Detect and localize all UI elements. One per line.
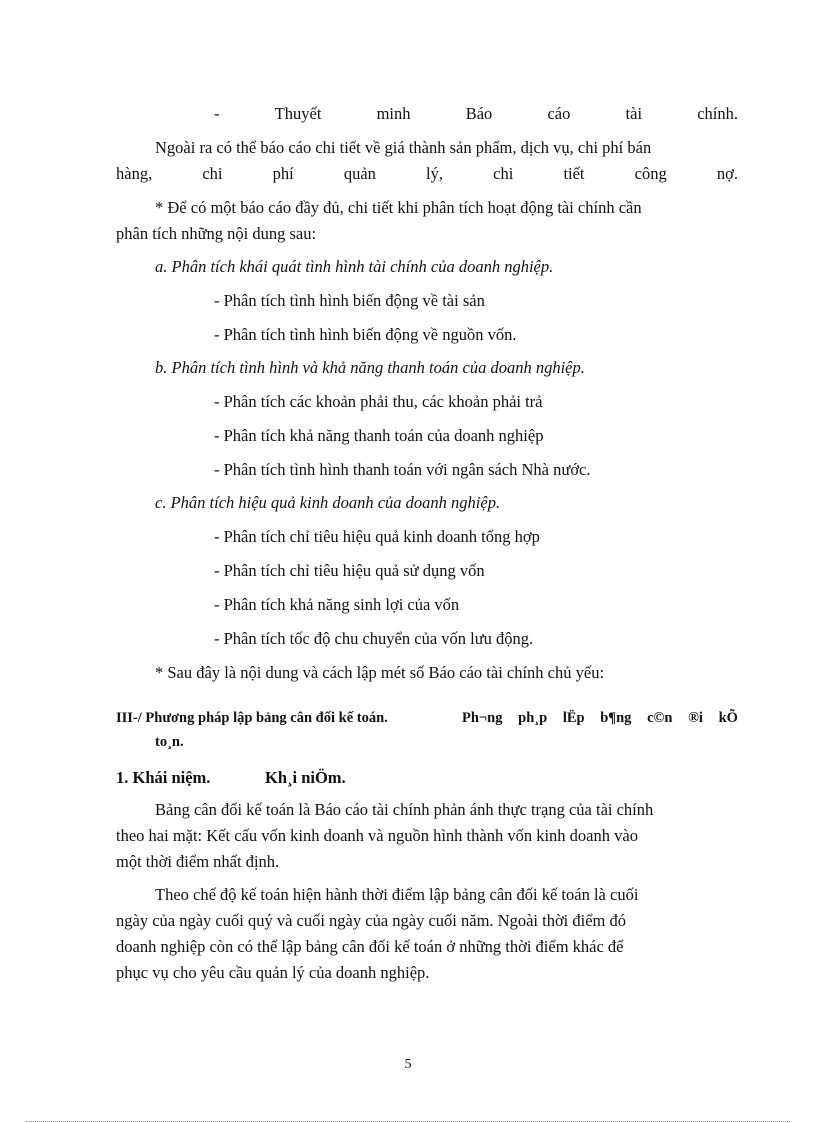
paragraph-detail-line-2 xyxy=(116,163,738,185)
section-b-item: - Phân tích các khoản phải thu, các khoản phải trả xyxy=(214,392,543,411)
report-list-item-explanatory-notes xyxy=(214,103,738,125)
heading-definition-garbled: Kh¸i niÖm. xyxy=(265,768,346,787)
section-c-item: - Phân tích khả năng sinh lợi của vốn xyxy=(214,595,460,614)
section-c-title: c. Phân tích hiệu quả kinh doanh của doanh nghiệp. xyxy=(155,493,501,512)
word: Thuyết xyxy=(274,104,322,123)
word: Báo xyxy=(465,104,493,123)
word: phí xyxy=(272,164,294,183)
page-bottom-divider xyxy=(26,1121,790,1122)
paragraph-regime-line-3: doanh nghiệp còn có thể lập bảng cân đối kế toán ở những thời điểm khác để xyxy=(116,937,624,956)
word: tài xyxy=(625,104,643,123)
word: nợ. xyxy=(716,164,738,183)
word: chi xyxy=(202,164,223,183)
paragraph-definition-line-3: một thời điểm nhất định. xyxy=(116,852,280,871)
paragraph-analysis-line-1: * Để có một báo cáo đầy đủ, chi tiết khi phân tích hoạt động tài chính cần xyxy=(155,198,642,217)
word: cáo xyxy=(547,104,571,123)
word: minh xyxy=(376,104,411,123)
paragraph-analysis-line-2: phân tích những nội dung sau: xyxy=(116,224,317,243)
section-a-item: - Phân tích tình hình biến động về tài sản xyxy=(214,291,485,310)
word: ®i xyxy=(688,710,703,726)
heading-definition-text: 1. Khái niệm. xyxy=(116,768,211,787)
paragraph-definition-line-2: theo hai mặt: Kết cấu vốn kinh doanh và nguồn hình thành vốn kinh doanh vào xyxy=(116,826,638,845)
word: tiết xyxy=(563,164,585,183)
paragraph-regime-line-4: phục vụ cho yêu cầu quản lý của doanh nghiệp. xyxy=(116,963,430,982)
page-number: 5 xyxy=(404,1057,412,1072)
paragraph-regime-line-2: ngày của ngày cuối quý và cuối ngày của ngày cuối năm. Ngoài thời điểm đó xyxy=(116,911,627,930)
section-c-item: - Phân tích tốc độ chu chuyển của vốn lưu động. xyxy=(214,629,534,648)
word: hàng, xyxy=(116,164,153,183)
section-a-title: a. Phân tích khái quát tình hình tài chính của doanh nghiệp. xyxy=(155,257,554,276)
section-b-title: b. Phân tích tình hình và khả năng thanh toán của doanh nghiệp. xyxy=(155,358,585,377)
section-c-item: - Phân tích chỉ tiêu hiệu quả kinh doanh tổng hợp xyxy=(214,527,540,546)
section-b-item: - Phân tích tình hình thanh toán với ngân sách Nhà nước. xyxy=(214,460,591,479)
word: Ph¬ng xyxy=(462,710,503,726)
word: quản xyxy=(343,164,376,183)
heading-section-3-garbled-line-2: to¸n. xyxy=(155,734,184,750)
word: công xyxy=(634,164,667,183)
heading-section-3-garbled xyxy=(462,707,738,729)
word: chi xyxy=(493,164,514,183)
word: chính. xyxy=(697,104,738,123)
list-dash: - xyxy=(214,104,220,123)
paragraph-intro: * Sau đây là nội dung và cách lập mét số Báo cáo tài chính chủ yếu: xyxy=(155,663,605,682)
section-a-item: - Phân tích tình hình biến động về nguồn vốn. xyxy=(214,325,517,344)
section-c-item: - Phân tích chỉ tiêu hiệu quả sử dụng vốn xyxy=(214,561,485,580)
word: b¶ng xyxy=(600,710,632,726)
paragraph-definition-line-1: Bảng cân đối kế toán là Báo cáo tài chính phản ánh thực trạng của tài chính xyxy=(155,800,654,819)
paragraph-detail-line-1: Ngoài ra có thể báo cáo chi tiết về giá thành sản phẩm, dịch vụ, chi phí bán xyxy=(155,138,652,157)
word: lËp xyxy=(562,710,585,726)
word: c©n xyxy=(647,710,673,726)
heading-section-3-text: III-/ Phương pháp lập bảng cân đối kế toán. xyxy=(116,710,388,726)
section-b-item: - Phân tích khả năng thanh toán của doanh nghiệp xyxy=(214,426,544,445)
word: lý, xyxy=(426,164,444,183)
word: ph¸p xyxy=(518,710,548,726)
word: kÕ xyxy=(718,710,738,726)
paragraph-regime-line-1: Theo chế độ kế toán hiện hành thời điểm lập bảng cân đối kế toán là cuối xyxy=(155,885,639,904)
